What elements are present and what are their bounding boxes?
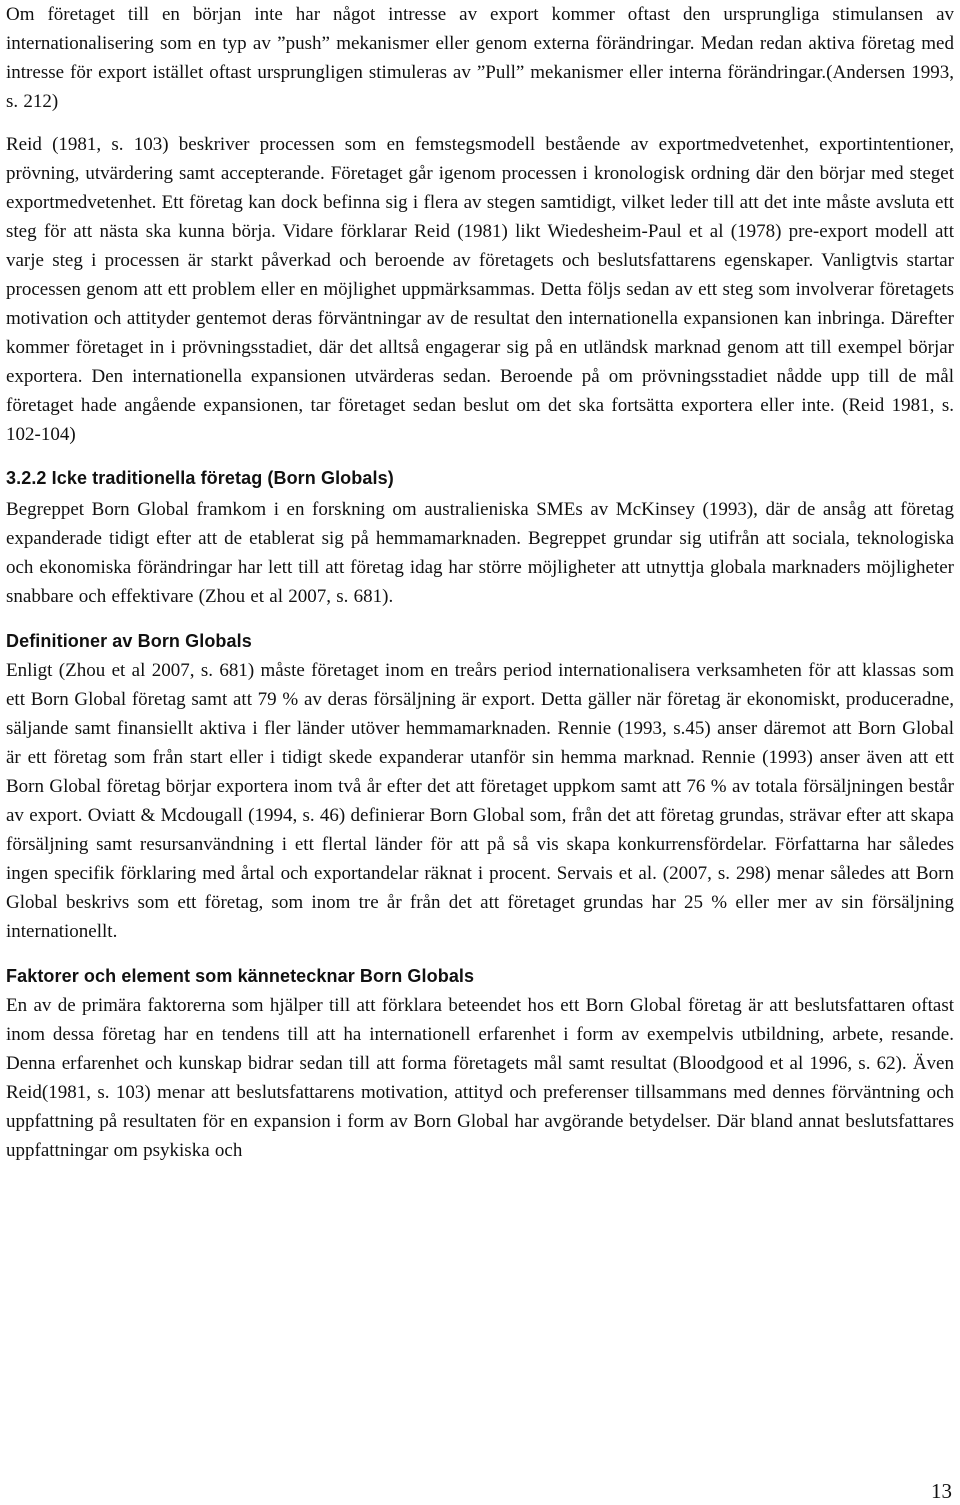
section-heading-born-globals: 3.2.2 Icke traditionella företag (Born Globals) — [6, 468, 394, 488]
paragraph-reid-model: Reid (1981, s. 103) beskriver processen som en femstegsmodell bestående av exportmedvetenhet, exportintentioner, prövning, utvärdering samt accepterande. Företaget går igenom processen i kronologisk ordning där den börjar med steget exportmedvetenhet. Ett företag kan dock befinna sig i flera av stegen samtidigt, vilket leder till att det inte måste avsluta ett steg för att nästa ska kunna börja. Vidare förklarar Reid (1981) likt Wiedesheim-Paul et al (1978) pre-export modell att varje steg i processen är starkt påverkad och beroende av företagets och beslutsfattarens egenskaper. Vanligtvis startar processen genom att ett problem eller en möjlighet uppmärksammas. Detta följs sedan av ett steg som involverar företagets motivation och attityder gentemot deras förväntningar av de resultat den internationella expansionen kan inbringa. Därefter kommer företaget in i prövningsstadiet, där det alltså engagerar sig på en utländsk marknad genom att till exempel börjar exportera. Den internationella expansionen utvärderas sedan. Beroende på om prövningsstadiet nådde upp till de mål företaget hade angående expansionen, tar företaget sedan beslut om det ska fortsätta exportera eller inte. (Reid 1981, s. 102-104) — [6, 134, 954, 445]
paragraph-intro: Om företaget till en början inte har något intresse av export kommer oftast den ursprungliga stimulansen av internationalisering som en typ av ”push” mekanismer eller genom externa förändringar. Medan redan aktiva företag med intresse för export istället oftast ursprungligen stimuleras av ”Pull” mekanismer eller interna förändringar.(Andersen 1993, s. 212) — [6, 4, 954, 112]
page-number: 13 — [931, 1479, 952, 1503]
document-page — [6, 0, 954, 1505]
paragraph-factors: En av de primära faktorerna som hjälper till att förklara beteendet hos ett Born Global företag är att beslutsfattaren oftast inom dessa företag har en tendens till att ha internationell erfarenhet i form av exempelvis utbildning, arbete, resande. Denna erfarenhet och kunskap bidrar sedan till att forma företagets mål samt resultat (Bloodgood et al 1996, s. 62). Även Reid(1981, s. 103) menar att beslutsfattarens motivation, attityd och preferenser tillsammans med dennes förväntning och uppfattning på resultaten för en expansion i form av Born Global har avgörande betydelser. Där bland annat beslutsfattares uppfattningar om psykiska och — [6, 995, 954, 1161]
paragraph-definitions: Enligt (Zhou et al 2007, s. 681) måste företaget inom en treårs period internationalisera verksamheten för att klassas som ett Born Global företag samt att 79 % av deras försäljning är export. Detta gäller när företag är ekonomiskt, produceradne, säljande samt finansiellt aktiva i fler länder utöver hemmamarknaden. Rennie (1993, s.45) anser däremot att Born Global är ett företag som från start eller i tidigt skede expanderar utanför sin hemma marknad. Rennie (1993) anser även att ett Born Global företag börjar exportera inom två år efter det att företaget uppkom samt att 76 % av totala försäljningen består av export. Oviatt & Mcdougall (1994, s. 46) definierar Born Global som, från det att företag grundas, strävar efter att skapa försäljning samt resursanvändning i ett flertal länder för att på så vis skapa konkurrensfördelar. Författarna har således ingen specifik förklaring med årtal och exportandelar räknat i procent. Servais et al. (2007, s. 298) menar således att Born Global beskrivs som ett företag, som inom tre år från det att företaget grundas har 25 % eller mer av sin försäljning internationellt. — [6, 660, 954, 942]
paragraph-born-global-origin: Begreppet Born Global framkom i en forskning om australieniska SMEs av McKinsey (1993), där de ansåg att företag expanderade tidigt efter att de etablerat sig på hemmamarknaden. Begreppet grundar sig utifrån att sociala, teknologiska och ekonomiska förändringar har lett till att företag idag har större möjligheter att utnyttja globala marknaders möjligheter snabbare och effektivare (Zhou et al 2007, s. 681). — [6, 499, 954, 607]
subheading-factors: Faktorer och element som kännetecknar Born Globals — [6, 966, 475, 986]
subheading-definitions: Definitioner av Born Globals — [6, 631, 252, 651]
